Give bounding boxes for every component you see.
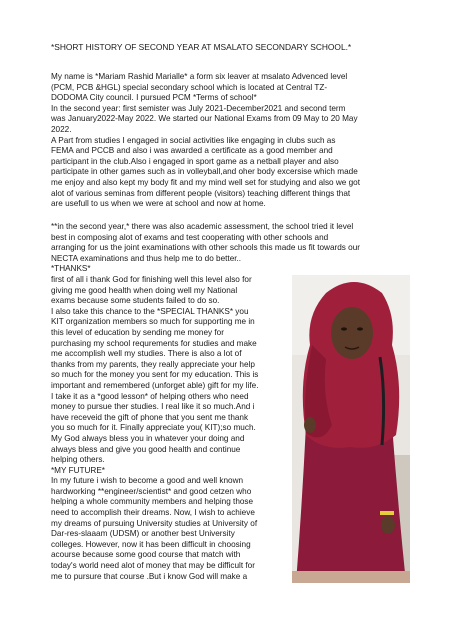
thanks-line: colleges. However, now it has been difficult in choosing	[51, 539, 251, 549]
thanks-line: thanks from my parents, they really appreciate your help	[51, 359, 255, 369]
thanks-line: KIT organization members so much for supporting me in	[51, 317, 255, 327]
thanks-line: have receveid the gift of phone that you sent me thank	[51, 412, 249, 422]
academic-line: best in composing alot of exams and test cooperating with other schools and	[51, 232, 329, 242]
intro-line: are usefull to us when we were at school and now at home.	[51, 199, 266, 209]
thanks-line: so much for the money you sent for my education. This is	[51, 370, 259, 380]
intro-line: In the second year: first semister was July 2021-December2021 and second term	[51, 103, 346, 113]
thanks-line: hardworking **engineer/scientist* and good cetzen who	[51, 486, 252, 496]
thanks-line: helping others.	[51, 455, 105, 465]
thanks-line: you so much for it. Finally appreciate you( KIT);so much.	[51, 423, 256, 433]
intro-line: FEMA and PCCB and also i was awarded a certificate as a good member and	[51, 146, 333, 156]
thanks-line: I also take this chance to the *SPECIAL THANKS* you	[51, 306, 249, 316]
student-photo	[292, 275, 410, 583]
academic-line: **in the second year,* there was also academic assessment, the school tried it level	[51, 222, 354, 231]
thanks-line: always bless and give you good health and continue	[51, 444, 241, 454]
intro-line: My name is *Mariam Rashid Marialle* a form six leaver at msalato Advenced level	[51, 72, 348, 81]
thanks-line: *MY FUTURE*	[51, 465, 105, 475]
academic-line: NECTA examinations and thus help me to do better..	[51, 253, 242, 263]
intro-line: DODOMA City council. I pursued PCM *Terms of school*	[51, 93, 257, 103]
thanks-line: helping a whole community members and helping those	[51, 497, 254, 507]
thanks-line: Dar-res-slaaam (UDSM) or another best University	[51, 529, 235, 539]
thanks-line: me to pursure that course .But i know God will make a	[51, 571, 248, 581]
thanks-line: In my future i wish to become a good and well known	[51, 476, 244, 486]
thanks-line: need to accomplish their dreams. Now, I wish to achieve	[51, 508, 255, 518]
thanks-line: money to pursue ther studies. I real like it so much.And i	[51, 402, 255, 412]
thanks-line: first of all i thank God for finishing well this level also for	[51, 275, 252, 284]
document-title: *SHORT HISTORY OF SECOND YEAR AT MSALATO SECONDARY SCHOOL.*	[51, 42, 352, 52]
intro-line: alot of various seminas from different people (visitors) teaching different things that	[51, 188, 351, 198]
thanks-line: this level of education by sending me money for	[51, 327, 224, 337]
intro-line: was January2022-May 2022. We started our National Exams from 09 May to 20 May	[51, 114, 358, 124]
intro-paragraph	[51, 72, 421, 210]
intro-line: A Part from studies I engaged in social activities like engaging in clubs such as	[51, 135, 336, 145]
thanks-line: me accomplish well my studies. There is also a lot of	[51, 349, 242, 359]
thanks-line: My God always bless you in whatever your doing and	[51, 433, 245, 443]
thanks-line: purchasing my school requrements for studies and make	[51, 338, 257, 348]
thanks-line: I take it as a *good lesson* of helping others who need	[51, 391, 249, 401]
academic-paragraph	[51, 222, 421, 275]
thanks-line: my dreams of pursuing University studies at University of	[51, 518, 258, 528]
academic-line: *THANKS*	[51, 264, 91, 274]
intro-line: 2022.	[51, 124, 72, 134]
academic-line: arranging for us the joint examinations with other schools this made us fit towards our	[51, 243, 361, 253]
thanks-and-future-paragraph	[51, 275, 296, 582]
thanks-line: today's world need alot of money that may be difficult for	[51, 561, 255, 571]
intro-line: me enjoy and also kept my body fit and my mind well set for studying and also we got	[51, 177, 361, 187]
thanks-line: acourse because some good course that match with	[51, 550, 241, 560]
thanks-line: exams because some students failed to do so.	[51, 296, 220, 306]
thanks-line: giving me good health when doing well my National	[51, 285, 238, 295]
intro-line: participate in other games such as in volleyball,and oher body excersise which made	[51, 167, 358, 177]
thanks-line: important and remembered (unforget able) gift for my life.	[51, 380, 259, 390]
intro-line: participant in the club.Also i engaged in sport game as a netball player and also	[51, 156, 339, 166]
intro-line: (PCM, PCB &HGL) special secondary school which is located at Central TZ-	[51, 82, 328, 92]
